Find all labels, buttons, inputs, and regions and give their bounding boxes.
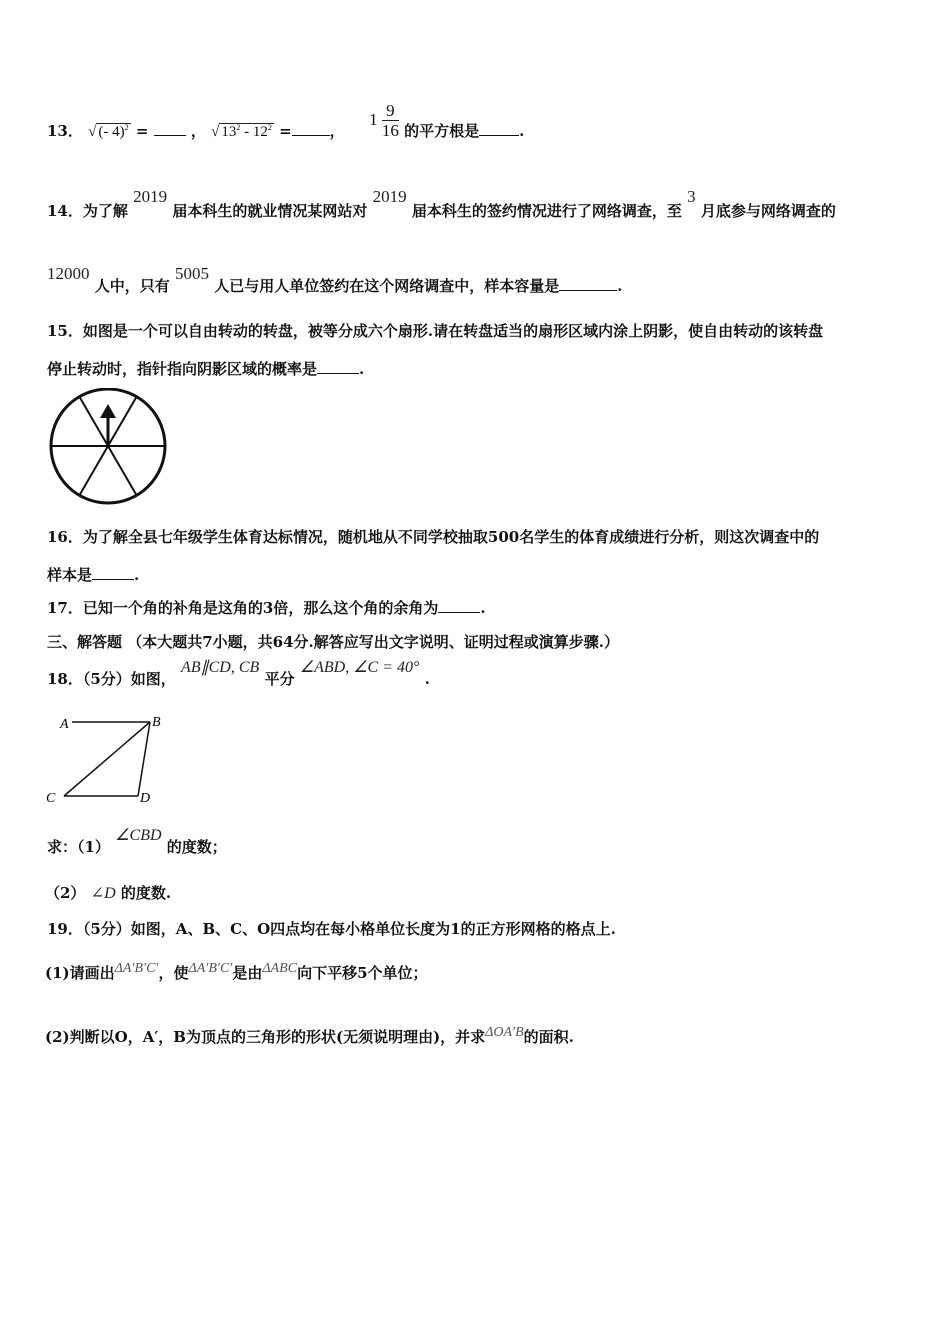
q15-line-2: 停止转动时，指针指向阴影区域的概率是 . [47,360,365,378]
spinner-pointer-arrow-icon [100,404,116,418]
q14-month: 3 [687,187,696,206]
q19-part-2: (2)判断以O，A′，B为顶点的三角形的形状(无须说明理由)，并求ΔOA′B的面积. [45,1025,574,1046]
q16-line-2: 样本是 . [47,566,140,584]
q14-answer-blank[interactable] [559,278,617,291]
q18-figure [44,708,174,808]
q13-question-text: 的平方根是 [404,122,480,140]
segment-bc [64,722,150,796]
q14-signed: 5005 [174,264,209,283]
q16-answer-blank[interactable] [92,567,134,580]
q15-line-1: 15．如图是一个可以自由转动的转盘，被等分成六个扇形.请在转盘适当的扇形区域内涂上阴影，使自由转动的该转盘 [47,322,824,340]
label-c: C [46,791,56,806]
q16-line-1: 16．为了解全县七年级学生体育达标情况，随机地从不同学校抽取500名学生的体育成绩进行分析，则这次调查中的 [47,528,820,546]
q14-number: 14． [47,202,83,220]
q13-number: 13． [47,122,83,140]
q13-mixed-number: 1 $\frac{9}{16}$ [369,100,399,140]
q13-equals-2: = [279,122,292,140]
spinner-figure [45,388,173,508]
q13-sqrt-2: √ $13^2 - 12^2$ [211,123,272,140]
q18-ask-2: （2） ∠D 的度数. [45,884,172,902]
label-a: A [60,717,69,732]
q14-line-1: 14．为了解 2019 届本科生的就业情况某网站对 2019 届本科生的签约情况进行了网络调查，至 3 月底参与网络调查的 [47,187,836,220]
label-d: D [140,791,151,806]
q18-given-1: AB∥CD, CB [181,659,260,676]
q13-answer-blank-3[interactable] [479,123,519,136]
q14-line-2: 12000 人中，只有 5005 人已与用人单位签约在这个网络调查中，样本容量是 . [47,264,623,295]
label-b: B [152,715,161,730]
q19-part-1: (1)请画出ΔA′B′C′，使ΔA′B′C′是由ΔABC向下平移5个单位； [45,961,428,982]
q13-sqrt-1: √ (- 4)$^2$ [88,123,129,140]
q18-ask-1: 求：（1） ∠CBD 的度数； [47,827,227,856]
q14-year-2: 2019 [372,187,407,206]
q13-answer-blank-2[interactable] [292,123,330,136]
q14-total: 12000 [47,264,90,283]
q13-answer-blank-1[interactable] [154,123,186,136]
section-3-heading: 三、解答题 （本大题共7小题，共64分.解答应写出文字说明、证明过程或演算步骤.） [47,633,619,651]
q13-line: 13． √ (- 4)$^2$ = ， √ $13^2 - 12^2$ = ， 1 $\frac{9}{16}$ 的平方根是 . [47,100,525,140]
q17-line: 17．已知一个角的补角是这角的3倍，那么这个角的余角为 . [47,599,486,617]
q15-answer-blank[interactable] [317,361,359,374]
segment-bd [138,722,150,796]
q18-given-2: ∠ABD, ∠C = 40° [299,659,420,676]
q17-answer-blank[interactable] [438,600,480,613]
q18-line: 18．（5分）如图， AB∥CD, CB 平分 ∠ABD, ∠C = 40° . [47,659,430,688]
q13-equals-1: = [135,122,149,140]
q14-year-1: 2019 [133,187,168,206]
q19-line: 19．（5分）如图，A、B、C、O四点均在每小格单位长度为1的正方形网格的格点上. [47,920,616,938]
